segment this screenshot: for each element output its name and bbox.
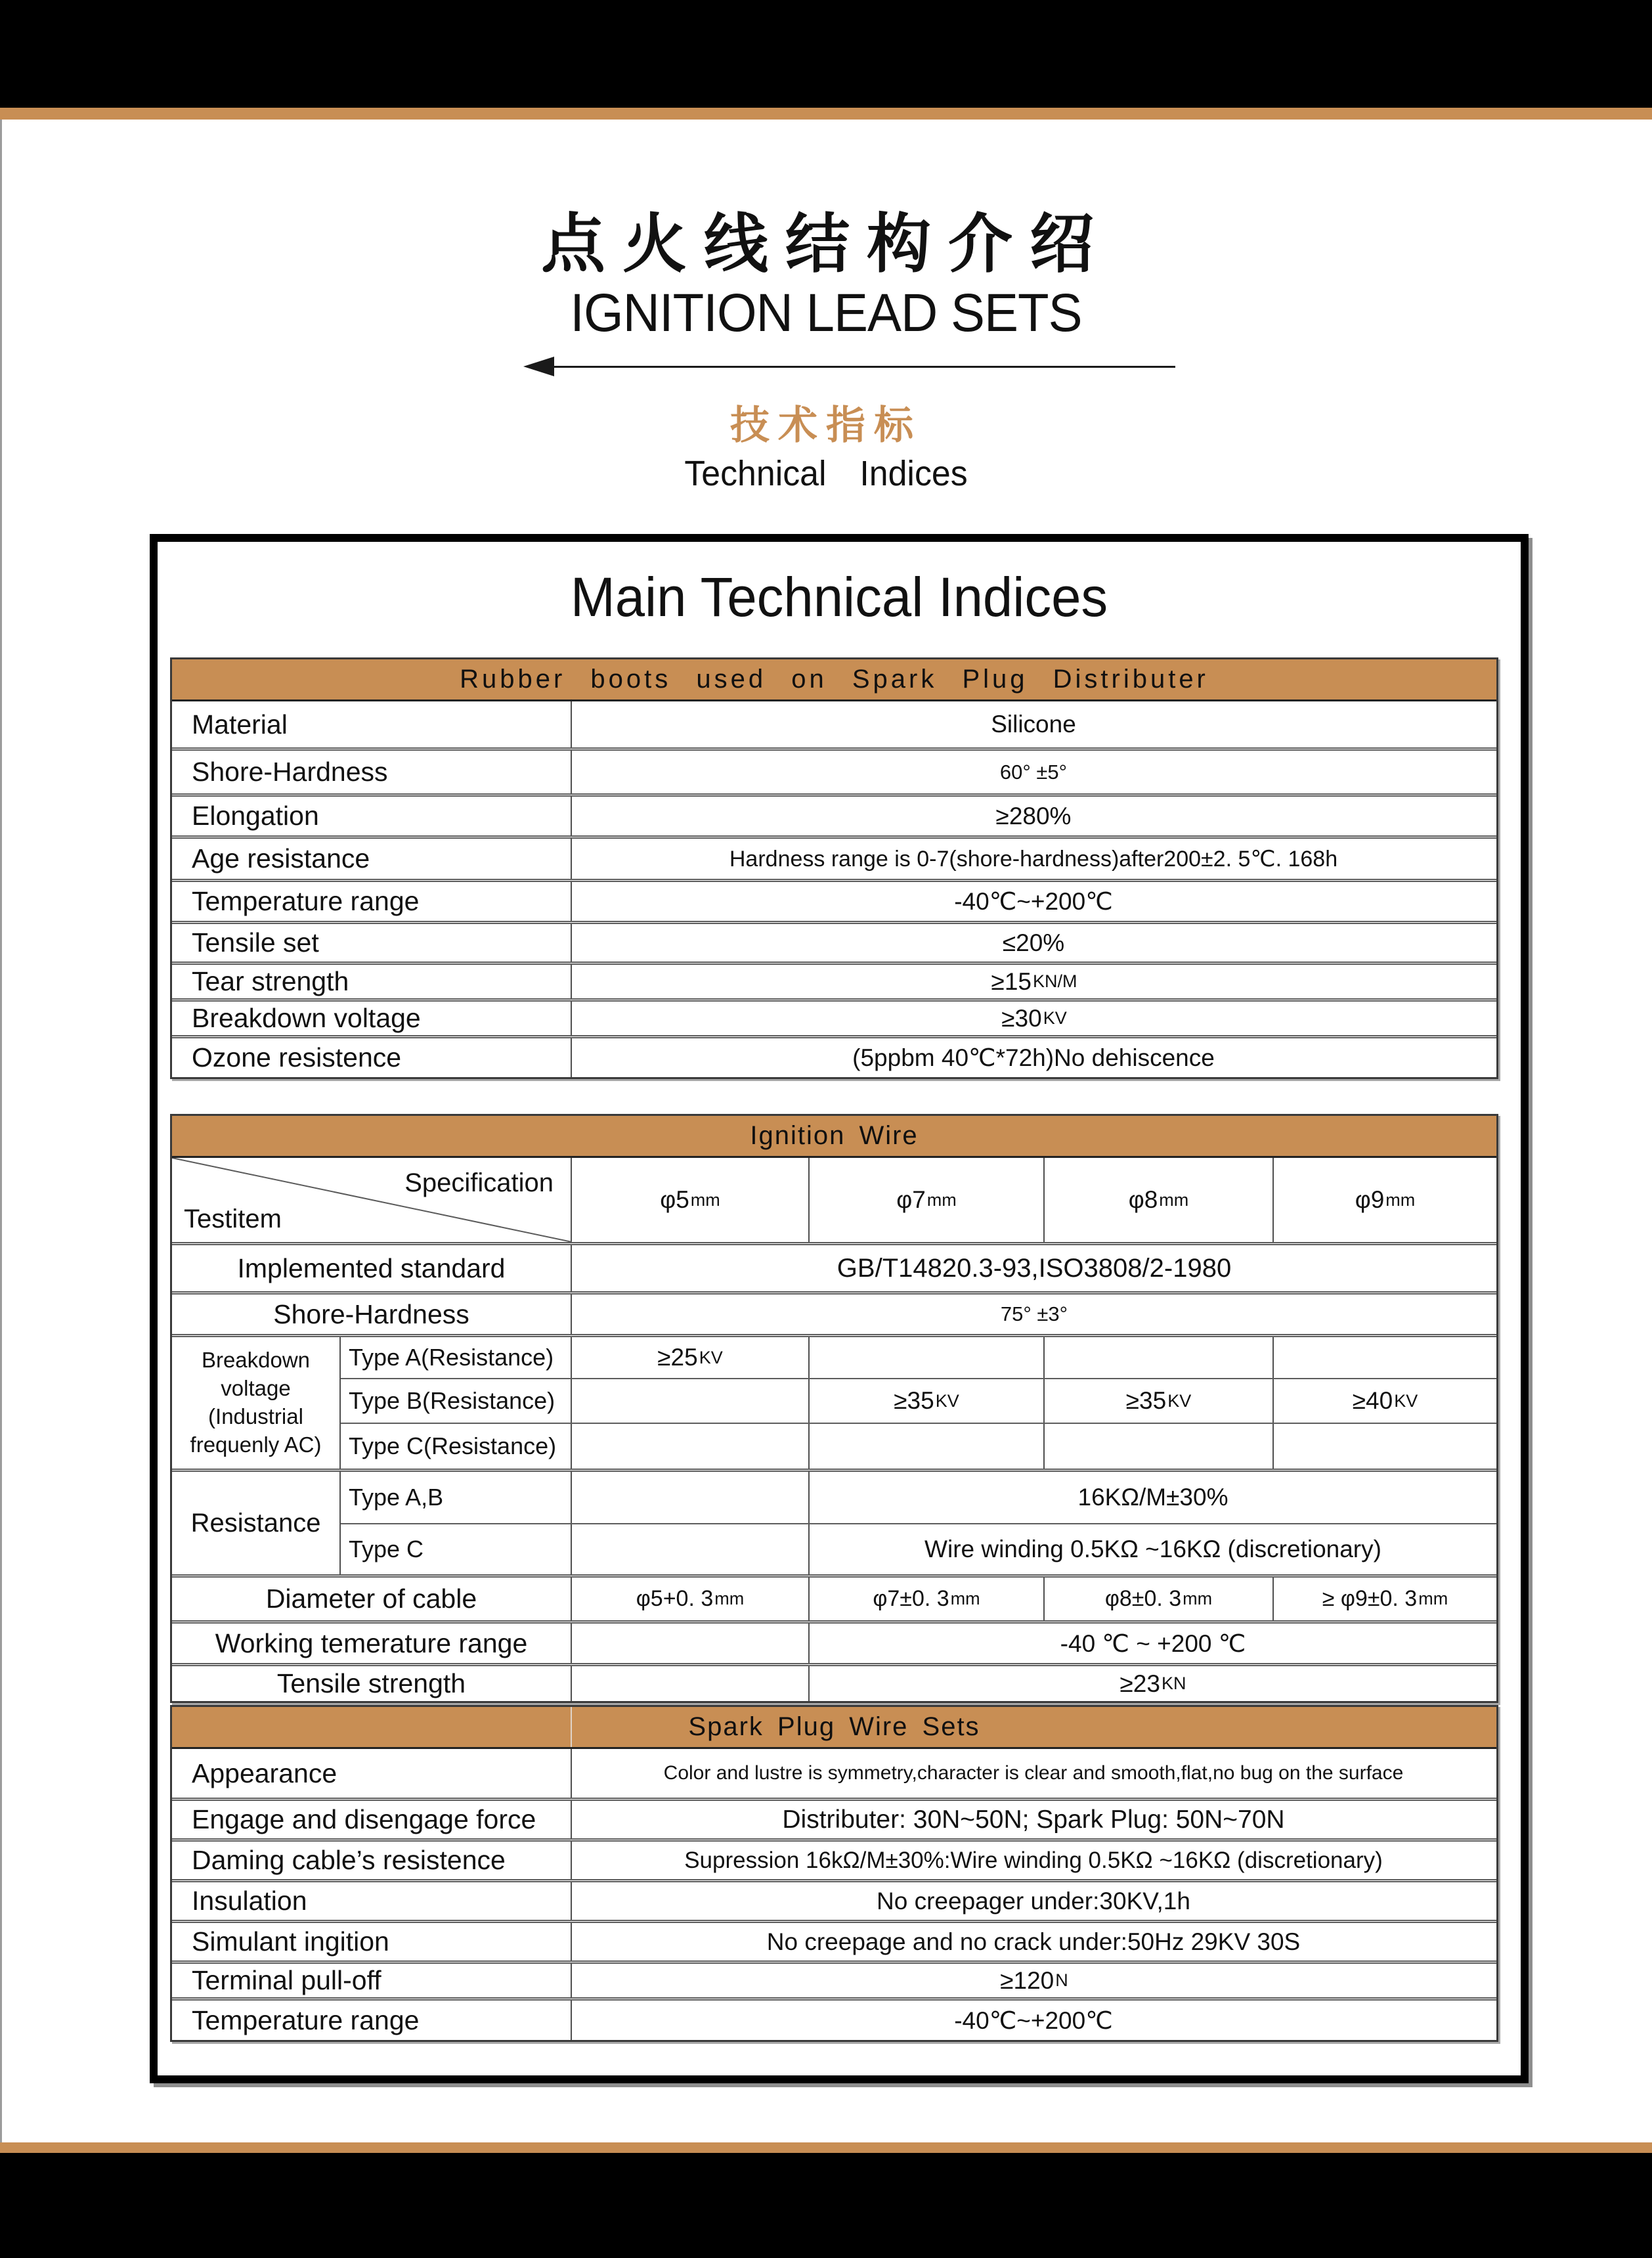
value-unit: N: [1055, 1970, 1068, 1990]
value-text: φ8±0. 3: [1104, 1586, 1182, 1611]
value-text: ≥120: [1000, 1966, 1054, 1994]
cell-5mm: [572, 1524, 810, 1574]
table-row: [172, 835, 1496, 879]
row-value: [572, 1882, 1496, 1920]
value-text: GB/T14820.3-93,ISO3808/2-1980: [837, 1253, 1232, 1283]
ignition-wire-table: [170, 1114, 1498, 1703]
table-row: [172, 793, 1496, 835]
row-label: Shore-Hardness: [172, 751, 572, 793]
table-row: [172, 1663, 1496, 1701]
value-text: φ5: [660, 1186, 689, 1213]
row-value: [572, 1842, 1496, 1879]
value-text: φ9: [1355, 1186, 1385, 1213]
row-label: Tear strength: [172, 965, 572, 998]
table-row: [341, 1337, 1496, 1378]
value-unit: KV: [1167, 1390, 1192, 1411]
spec-col-8mm: [1045, 1158, 1274, 1242]
value-unit: mm: [1385, 1189, 1416, 1210]
cell-9mm: [1274, 1578, 1496, 1620]
table-row: [172, 747, 1496, 793]
rubber-table-header-bar: [172, 659, 1496, 701]
value-text: ≤20%: [1002, 929, 1065, 956]
type-label: Type B(Resistance): [341, 1379, 572, 1423]
spec-col-7mm: [810, 1158, 1045, 1242]
table-row: [172, 1749, 1496, 1798]
table-row: [172, 998, 1496, 1035]
value-text: Wire winding 0.5KΩ ~16KΩ (discretionary): [924, 1536, 1381, 1562]
row-value: [572, 1002, 1496, 1035]
value-unit: KV: [1043, 1008, 1067, 1028]
cell-5mm: [572, 1379, 810, 1423]
main-technical-indices-box: [150, 534, 1529, 2083]
table-row: [172, 1838, 1496, 1879]
row-label: Elongation: [172, 797, 572, 835]
value-text: ≥280%: [995, 802, 1072, 830]
row-value: [810, 1524, 1496, 1574]
page-title-chinese: 点火线结构介绍: [540, 208, 1111, 280]
row-value: [810, 1472, 1496, 1523]
table-row: [172, 879, 1496, 921]
spark-table-title: Spark Plug Wire Sets: [688, 1712, 980, 1741]
value-text: Supression 16kΩ/M±30%:Wire winding 0.5KΩ ~16KΩ (discretionary): [684, 1847, 1383, 1873]
row-value: [572, 965, 1496, 998]
value-text: Distributer: 30N~50N; Spark Plug: 50N~70N: [782, 1805, 1285, 1834]
value-text: No creepage and no crack under:50Hz 29KV 30S: [766, 1928, 1301, 1955]
row-label: Diameter of cable: [172, 1578, 572, 1620]
value-text: Color and lustre is symmetry,character is clear and smooth,flat,no bug on the surface: [663, 1762, 1404, 1784]
value-text: 60° ±5°: [999, 760, 1068, 784]
table-row: [341, 1472, 1496, 1523]
value-text: 16KΩ/M±30%: [1077, 1484, 1228, 1511]
cell-5mm: [572, 1472, 810, 1523]
row-value: [572, 924, 1496, 962]
cell-7mm: [810, 1578, 1045, 1620]
row-value: [572, 882, 1496, 921]
value-text: φ7: [896, 1186, 926, 1213]
divider-arrow-line: [553, 366, 1175, 368]
row-label: Material: [172, 701, 572, 747]
table-row: [172, 1242, 1496, 1291]
table-row: [172, 1960, 1496, 1997]
cell-8mm: [1045, 1379, 1274, 1423]
value-unit: mm: [1183, 1589, 1213, 1608]
top-black-bar: [0, 0, 1652, 108]
value-unit: KV: [935, 1390, 959, 1411]
row-label: Age resistance: [172, 839, 572, 879]
row-value: [572, 1923, 1496, 1960]
row-label: Tensile set: [172, 924, 572, 962]
table-row: [172, 1997, 1496, 2040]
value-unit: mm: [926, 1189, 957, 1210]
row-value: [572, 751, 1496, 793]
value-text: ≥35: [1125, 1387, 1167, 1414]
type-label: Type C(Resistance): [341, 1424, 572, 1469]
spec-col-9mm: [1274, 1158, 1496, 1242]
cell-5mm: [572, 1666, 810, 1701]
row-value: [572, 2001, 1496, 2040]
value-text: ≥ φ9±0. 3: [1322, 1586, 1418, 1611]
row-value: [810, 1666, 1496, 1701]
cell-5mm: [572, 1578, 810, 1620]
spark-plug-wire-sets-table: [170, 1705, 1498, 2042]
value-text: Hardness range is 0-7(shore-hardness)after200±2. 5℃. 168h: [729, 846, 1338, 872]
resistance-section: [172, 1469, 1496, 1574]
value-unit: mm: [714, 1589, 745, 1608]
row-value: [572, 1749, 1496, 1798]
value-unit: KV: [699, 1347, 723, 1367]
spec-col-5mm: [572, 1158, 810, 1242]
row-label: Simulant ingition: [172, 1923, 572, 1960]
table-row: [172, 1798, 1496, 1838]
value-text: φ8: [1128, 1186, 1158, 1213]
section-subtitle-english: Technical Indices: [684, 454, 968, 493]
cell-9mm: [1274, 1337, 1496, 1378]
cell-8mm: [1045, 1337, 1274, 1378]
table-row: [172, 921, 1496, 962]
row-value: [572, 797, 1496, 835]
row-value: [572, 1801, 1496, 1838]
value-text: -40℃~+200℃: [954, 888, 1113, 915]
cell-5mm: [572, 1624, 810, 1663]
rubber-table-title: Rubber boots used on Spark Plug Distributer: [460, 665, 1209, 694]
rubber-boots-table: [170, 657, 1498, 1079]
top-accent-strip: [0, 108, 1652, 120]
value-text: φ7±0. 3: [873, 1586, 949, 1611]
row-label: Tensile strength: [172, 1666, 572, 1701]
table-row: [172, 962, 1496, 998]
table-row: [341, 1378, 1496, 1423]
cell-7mm: [810, 1424, 1045, 1469]
value-text: ≥35: [894, 1387, 934, 1414]
bottom-accent-strip: [0, 2142, 1652, 2153]
cell-9mm: [1274, 1424, 1496, 1469]
type-label: Type A,B: [341, 1472, 572, 1523]
table-row: [172, 1035, 1496, 1077]
row-value: [572, 701, 1496, 747]
value-text: -40 ℃ ~ +200 ℃: [1060, 1629, 1246, 1657]
row-label: Shore-Hardness: [172, 1295, 572, 1334]
value-unit: KV: [1394, 1390, 1418, 1411]
cell-8mm: [1045, 1424, 1274, 1469]
breakdown-label: Breakdown voltage (Industrial frequenly AC): [172, 1337, 341, 1469]
value-text: -40℃~+200℃: [954, 2006, 1113, 2034]
breakdown-voltage-section: [172, 1334, 1496, 1469]
value-text: ≥23: [1119, 1670, 1160, 1697]
cell-8mm: [1045, 1578, 1274, 1620]
cell-7mm: [810, 1337, 1045, 1378]
row-label: Insulation: [172, 1882, 572, 1920]
value-unit: mm: [1159, 1189, 1189, 1210]
spark-table-header-bar: [172, 1707, 1496, 1749]
table-row: [341, 1523, 1496, 1574]
type-label: Type A(Resistance): [341, 1337, 572, 1378]
table-row: [172, 701, 1496, 747]
table-row: [172, 1920, 1496, 1960]
specification-label: Specification: [404, 1168, 554, 1197]
row-value: [572, 1964, 1496, 1997]
ignition-table-header-bar: [172, 1116, 1496, 1158]
value-unit: mm: [950, 1589, 980, 1608]
row-label: Terminal pull-off: [172, 1964, 572, 1997]
row-value: [572, 1295, 1496, 1334]
page-title-english: IGNITION LEAD SETS: [570, 283, 1082, 343]
value-unit: mm: [690, 1189, 720, 1210]
row-label: Implemented standard: [172, 1245, 572, 1291]
cell-5mm: [572, 1337, 810, 1378]
header-column-divider: [571, 1707, 572, 1747]
testitem-label: Testitem: [184, 1205, 282, 1233]
spec-header-row: [172, 1158, 1496, 1242]
value-text: ≥30: [1001, 1004, 1042, 1032]
row-value: [810, 1624, 1496, 1663]
row-label: Appearance: [172, 1749, 572, 1798]
value-unit: KN/M: [1032, 971, 1077, 991]
table-row: [341, 1423, 1496, 1469]
row-label: Breakdown voltage: [172, 1002, 572, 1035]
value-text: (5ppbm 40℃*72h)No dehiscence: [852, 1044, 1215, 1071]
resistance-label: Resistance: [172, 1472, 341, 1574]
value-text: ≥40: [1352, 1387, 1393, 1414]
spec-corner-cell: [172, 1158, 572, 1242]
cell-5mm: [572, 1424, 810, 1469]
cell-9mm: [1274, 1379, 1496, 1423]
row-value: [572, 1245, 1496, 1291]
row-value: [572, 839, 1496, 879]
value-text: φ5+0. 3: [636, 1586, 714, 1611]
value-text: ≥25: [657, 1344, 698, 1371]
row-label: Engage and disengage force: [172, 1801, 572, 1838]
section-subtitle-chinese: 技术指标: [730, 403, 922, 447]
table-row: [172, 1620, 1496, 1663]
value-unit: KN: [1161, 1673, 1186, 1693]
bottom-black-bar: [0, 2153, 1652, 2258]
table-row: [172, 1291, 1496, 1334]
value-text: Silicone: [991, 711, 1076, 738]
table-row: [172, 1574, 1496, 1620]
row-value: [572, 1038, 1496, 1077]
type-label: Type C: [341, 1524, 572, 1574]
cell-7mm: [810, 1379, 1045, 1423]
row-label: Daming cable’s resistence: [172, 1842, 572, 1879]
value-text: 75° ±3°: [1000, 1302, 1068, 1325]
box-title: Main Technical Indices: [570, 566, 1108, 628]
value-text: ≥15: [991, 967, 1032, 995]
left-arrow-icon: [523, 357, 554, 376]
value-unit: mm: [1418, 1589, 1448, 1608]
ignition-table-title: Ignition Wire: [750, 1121, 919, 1150]
row-label: Working temerature range: [172, 1624, 572, 1663]
row-label: Temperature range: [172, 2001, 572, 2040]
value-text: No creepager under:30KV,1h: [877, 1887, 1190, 1915]
table-row: [172, 1879, 1496, 1920]
row-label: Temperature range: [172, 882, 572, 921]
row-label: Ozone resistence: [172, 1038, 572, 1077]
